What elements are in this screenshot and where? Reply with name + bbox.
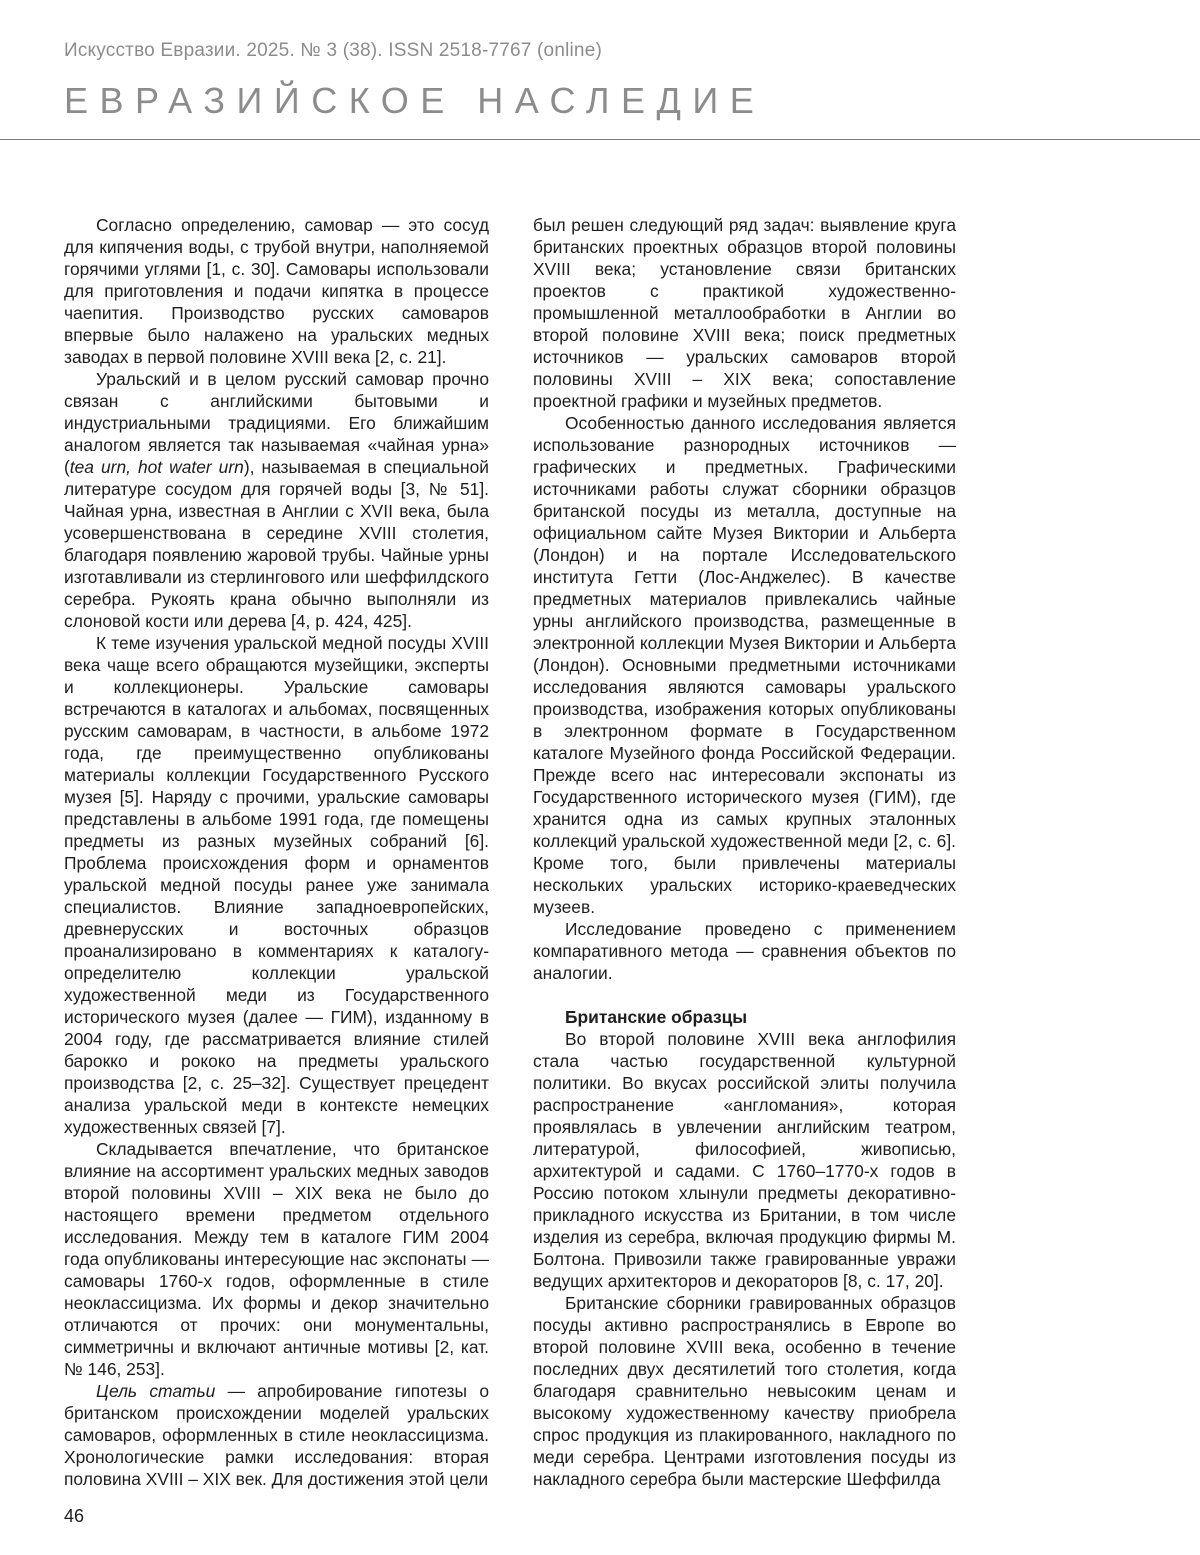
paragraph: Исследование проведено с применением компаративного метода — сравнения объектов по аналогии. [533, 919, 956, 983]
header-divider [0, 139, 1200, 140]
section-spacer [533, 984, 956, 1006]
paragraph: Британские сборники гравированных образцов посуды активно распространялись в Европе во второй половине XVIII века, особенно в течение последних двух десятилетий того столетия, когда благодаря сравнительно невысоким ценам и высокому художественному качеству приобрела спрос продукция из плакированного, накладного по меди серебра. Центрами изготовления посуды из накладного серебра были мастерские Шеффилда [533, 1293, 956, 1489]
paragraph: Особенностью данного исследования является использование разнородных источников — графических и предметных. Графическими источниками работы служат сборники образцов британской посуды из металла, доступные на официальном сайте Музея Виктории и Альберта (Лондон) и на портале Исследовательского института Гетти (Лос-Анджелес). В качестве предметных материалов привлекались чайные урны английского производства, размещенные в электронной коллекции Музея Виктории и Альберта (Лондон). Основными предметными источниками исследования являются самовары уральского производства, изображения которых опубликованы в электронном формате в Государственном каталоге Музейного фонда Российской Федерации. Прежде всего нас интересовали экспонаты из Государственного исторического музея (ГИМ), где хранится одна из самых крупных эталонных коллекций уральской художественной меди [2, с. 6]. Кроме того, были привлечены материалы нескольких уральских историко-краеведческих музеев. [533, 413, 956, 917]
journal-citation: Искусство Евразии. 2025. № 3 (38). ISSN 2518-7767 (online) [64, 40, 602, 61]
paragraph [64, 368, 489, 632]
paragraph: был решен следующий ряд задач: выявление круга британских проектных образцов второй половины XVIII века; установление связи британских проектов с практикой художественно-промышленной металлообработки в Англии во второй половине XVIII века; поиск предметных источников — уральских самоваров второй половины XVIII – XIX века; сопоставление проектной графики и музейных предметов. [533, 215, 956, 411]
italic-term: Цель статьи [96, 1381, 216, 1401]
paragraph: Складывается впечатление, что британское влияние на ассортимент уральских медных заводов второй половины XVIII – XIX века не было до настоящего времени предметом отдельного исследования. Между тем в каталоге ГИМ 2004 года опубликованы интересующие нас экспонаты — самовары 1760-х годов, оформленные в стиле неоклассицизма. Их формы и декор значительно отличаются от прочих: они монументальны, симметричны и включают античные мотивы [2, кат. № 146, 253]. [64, 1139, 489, 1379]
right-column [533, 214, 956, 1490]
paragraph [64, 1380, 489, 1490]
paragraph-text: ), называемая в специальной литературе сосудом для горячей воды [3, № 51]. Чайная урна, известная в Англии с XVII века, была усовершенствована в середине XVIII столетия, благодаря появлению жаровой трубы. Чайные урны изготавливали из стерлингового или шеффилдского серебра. Рукоять крана обычно выполняли из слоновой кости или дерева [4, p. 424, 425]. [64, 457, 490, 631]
paragraph: К теме изучения уральской медной посуды XVIII века чаще всего обращаются музейщики, эксперты и коллекционеры. Уральские самовары встречаются в каталогах и альбомах, посвященных русским самоварам, в частности, в альбоме 1972 года, где преимущественно опубликованы материалы коллекции Государственного Русского музея [5]. Наряду с прочими, уральские самовары представлены в альбоме 1991 года, где помещены предметы из разных музейных собраний [6]. Проблема происхождения форм и орнаментов уральской медной посуды ранее уже занимала специалистов. Влияние западноевропейских, древнерусских и восточных образцов проанализировано в комментариях к каталогу-определителю коллекции уральской художественной меди из Государственного исторического музея (далее — ГИМ), изданному в 2004 году, где рассматривается влияние стилей барокко и рококо на предметы уральского производства [2, с. 25–32]. Существует прецедент анализа уральской меди в контексте немецких художественных связей [7]. [64, 633, 489, 1137]
paragraph-text: — апробирование гипотезы о британском происхождении моделей уральских самоваров, оформленных в стиле неоклассицизма. Хронологические рамки исследования: вторая половина XVIII – XIX век. Для достижения этой цели [64, 1381, 489, 1489]
paragraph: Согласно определению, самовар — это сосуд для кипячения воды, с трубой внутри, наполняемой горячими углями [1, с. 30]. Самовары использовали для приготовления и подачи кипятка в процессе чаепития. Производство русских самоваров впервые было налажено на уральских медных заводах в первой половине XVIII века [2, с. 21]. [64, 215, 489, 367]
left-column [64, 214, 489, 1490]
section-title: ЕВРАЗИЙСКОЕ НАСЛЕДИЕ [64, 80, 766, 121]
paragraph: Во второй половине XVIII века англофилия стала частью государственной культурной политики. Во вкусах российской элиты получила распространение «англомания», которая проявлялась в увлечении английским театром, литературой, философией, живописью, архитектурой и садами. С 1760–1770-х годов в Россию потоком хлынули предметы декоративно-прикладного искусства из Британии, в том числе изделия из серебра, включая продукцию фирмы М. Болтона. Привозили также гравированные увражи ведущих архитекторов и декораторов [8, с. 17, 20]. [533, 1029, 956, 1291]
paragraph-text: Уральский и в целом русский самовар прочно связан с английскими бытовыми и индустриальными традициями. Его ближайшим аналогом является так называемая «чайная урна» ( [64, 369, 489, 477]
section-heading: Британские образцы [565, 1007, 748, 1027]
page-number: 46 [64, 1506, 85, 1526]
italic-term: tea urn, hot water urn [69, 457, 244, 477]
